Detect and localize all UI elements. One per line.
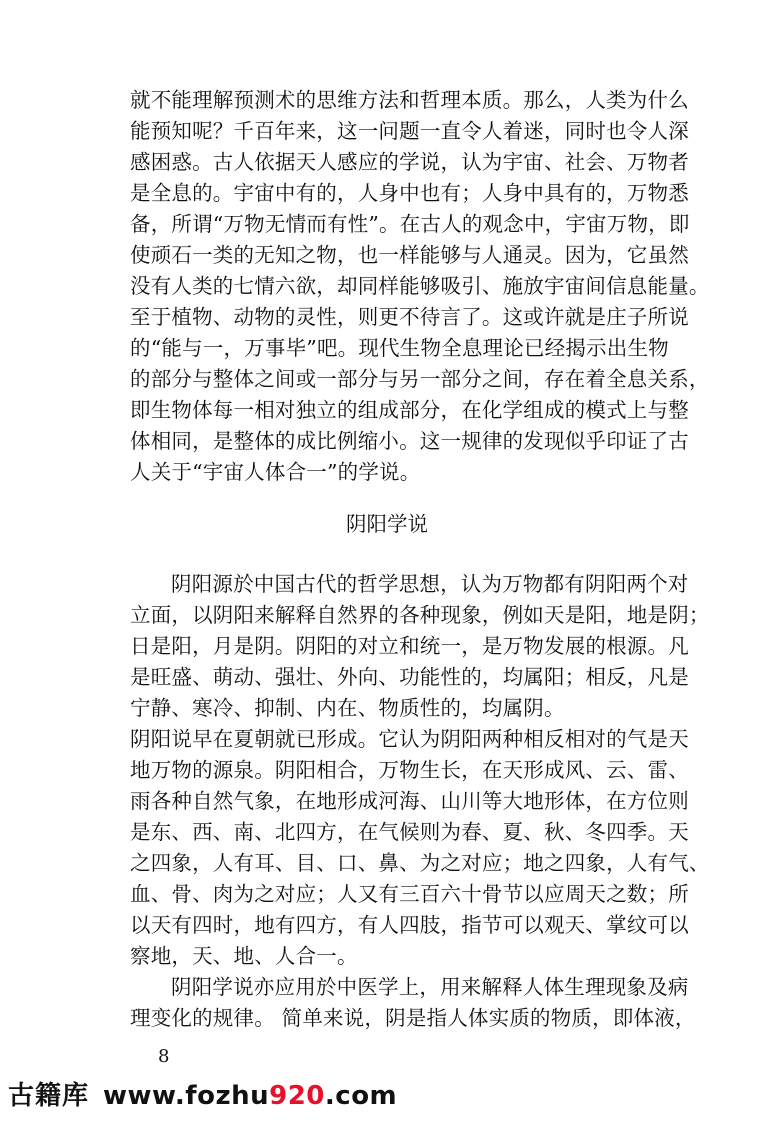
text-line: 阴阳说早在夏朝就已形成。它认为阴阳两种相反相对的气是天 bbox=[130, 727, 689, 751]
section-heading: 阴阳学说 bbox=[346, 512, 428, 536]
text-line: 没有人类的七情六欲，却同样能够吸引、施放宇宙间信息能量。 bbox=[130, 274, 710, 298]
text-line: 至于植物、动物的灵性，则更不待言了。这或许就是庄子所说 bbox=[130, 305, 689, 329]
text-line: 血、骨、肉为之对应；人又有三百六十骨节以应周天之数；所 bbox=[130, 882, 689, 906]
text-line: 宁静、寒冷、抑制、内在、物质性的，均属阴。 bbox=[130, 696, 565, 720]
text-line: 是全息的。宇宙中有的，人身中也有；人身中具有的，万物悉 bbox=[130, 181, 689, 205]
watermark-url-suffix: .com bbox=[324, 1081, 398, 1111]
text-line: 的部分与整体之间或一部分与另一部分之间，存在着全息关系， bbox=[130, 367, 710, 391]
text-line: 立面，以阴阳来解释自然界的各种现象，例如天是阳，地是阴； bbox=[130, 603, 710, 627]
text-line: 察地，天、地、人合一。 bbox=[130, 944, 358, 968]
text-line: 是旺盛、萌动、强壮、外向、功能性的，均属阳；相反，凡是 bbox=[130, 665, 689, 689]
text-line: 日是阳，月是阴。阴阳的对立和统一，是万物发展的根源。凡 bbox=[130, 634, 689, 658]
text-line: 是东、西、南、北四方，在气候则为春、夏、秋、冬四季。天 bbox=[130, 820, 689, 844]
site-watermark bbox=[8, 1078, 397, 1114]
text-line: 地万物的源泉。阴阳相合，万物生长，在天形成风、云、雷、 bbox=[130, 758, 689, 782]
page-number: 8 bbox=[158, 1046, 170, 1067]
watermark-url-digits: 920 bbox=[269, 1081, 325, 1111]
text-line: 使顽石一类的无知之物，也一样能够与人通灵。因为，它虽然 bbox=[130, 243, 689, 267]
text-line: 体相同，是整体的成比例缩小。这一规律的发现似乎印证了古 bbox=[130, 429, 689, 453]
text-line: 以天有四时，地有四方，有人四肢，指节可以观天、掌纹可以 bbox=[130, 913, 689, 937]
watermark-url-prefix: www.fozhu bbox=[103, 1081, 270, 1111]
text-line: 的“能与一，万事毕”吧。现代生物全息理论已经揭示出生物 bbox=[130, 336, 669, 360]
text-line: 感困惑。古人依据天人感应的学说，认为宇宙、社会、万物者 bbox=[130, 150, 689, 174]
text-line: 人关于“宇宙人体合一”的学说。 bbox=[130, 460, 421, 484]
text-line: 能预知呢？千百年来，这一问题一直令人着迷，同时也令人深 bbox=[130, 119, 689, 143]
text-line: 即生物体每一相对独立的组成部分，在化学组成的模式上与整 bbox=[130, 398, 689, 422]
text-line: 理变化的规律。 简单来说，阴是指人体实质的物质，即体液， bbox=[130, 1006, 696, 1030]
text-line: 阴阳学说亦应用於中医学上，用来解释人体生理现象及病 bbox=[171, 975, 689, 999]
text-line: 备，所谓“万物无情而有性”。在古人的观念中，宇宙万物，即 bbox=[130, 212, 690, 236]
text-line: 就不能理解预测术的思维方法和哲理本质。那么，人类为什么 bbox=[130, 88, 689, 112]
text-line: 之四象，人有耳、目、口、鼻、为之对应；地之四象，人有气、 bbox=[130, 851, 710, 875]
text-line: 阴阳源於中国古代的哲学思想，认为万物都有阴阳两个对 bbox=[171, 572, 689, 596]
watermark-site-name: 古籍库 bbox=[8, 1081, 90, 1111]
text-line: 雨各种自然气象，在地形成河海、山川等大地形体，在方位则 bbox=[130, 789, 689, 813]
